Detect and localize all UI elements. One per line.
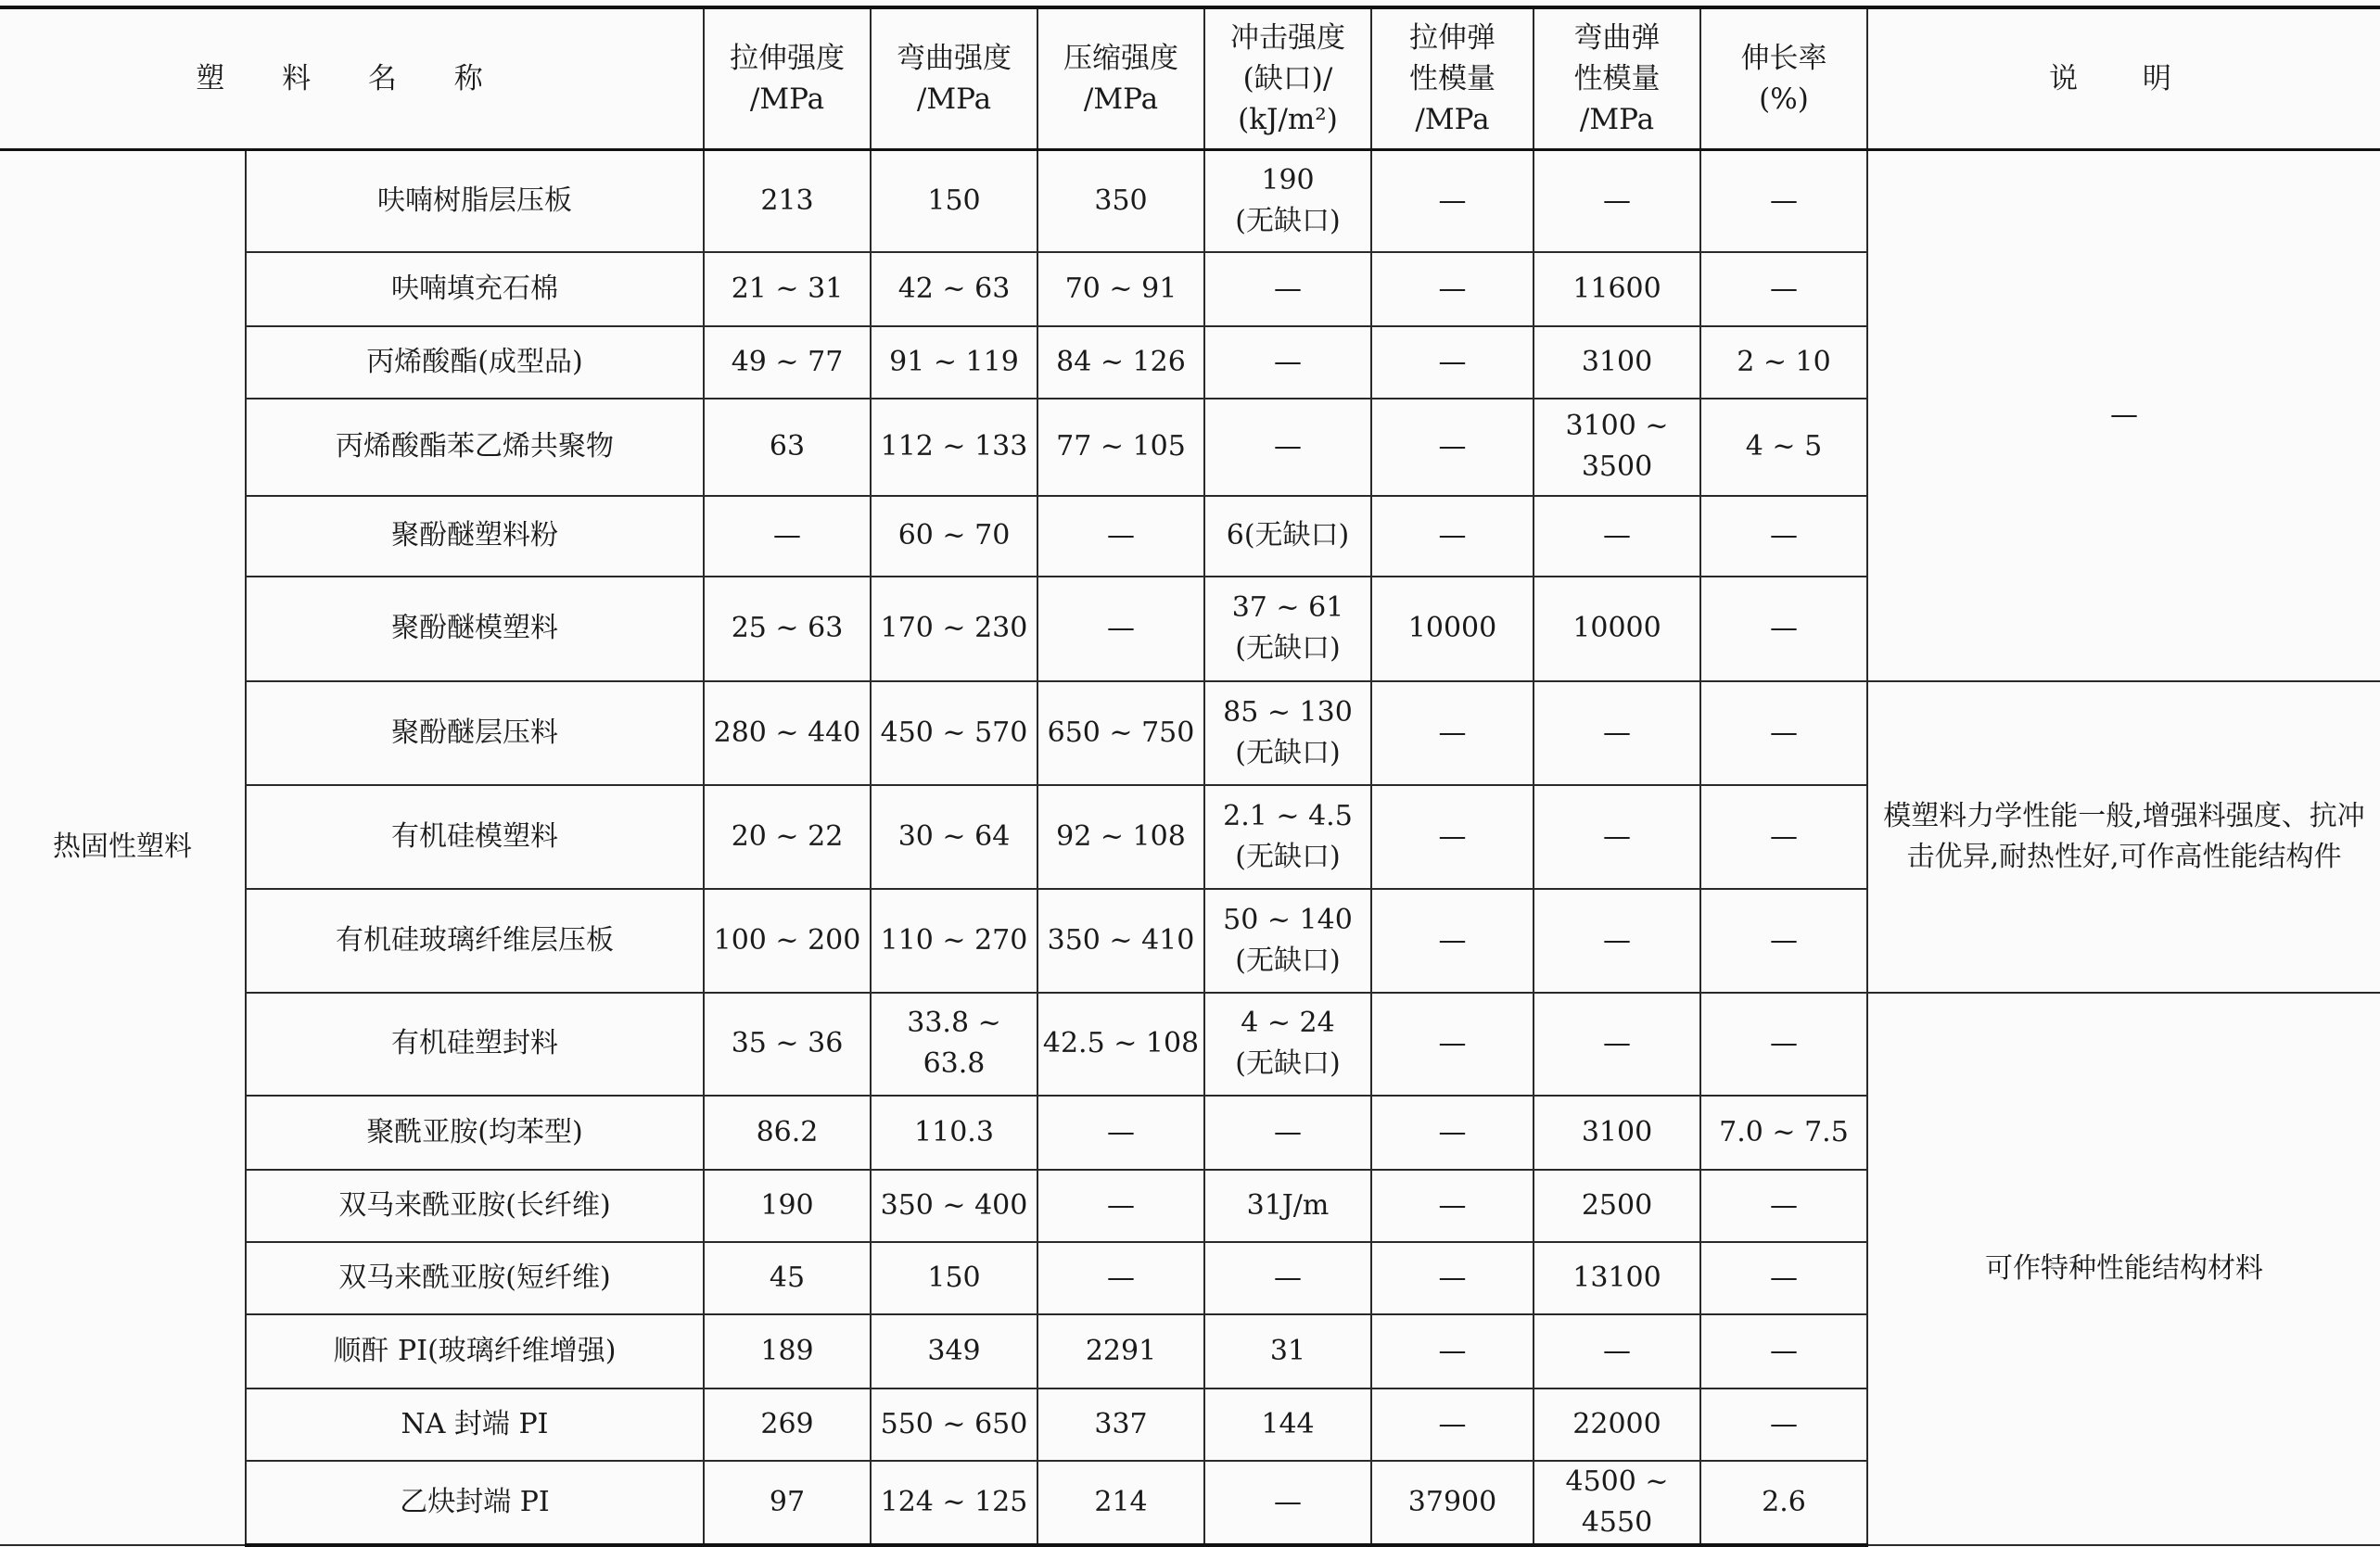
tensile-modulus-cell: — xyxy=(1371,399,1534,496)
compressive-strength-cell: 42.5 ~ 108 xyxy=(1037,993,1204,1096)
elongation-cell: 2 ~ 10 xyxy=(1700,326,1867,399)
note-cell: — xyxy=(1867,150,2380,681)
tensile-modulus-cell: 10000 xyxy=(1371,577,1534,681)
compressive-strength-cell: — xyxy=(1037,1096,1204,1170)
impact-strength-cell: 6(无缺口) xyxy=(1204,496,1371,577)
flexural-strength-cell: 33.8 ~ 63.8 xyxy=(871,993,1037,1096)
elongation-cell: — xyxy=(1700,1314,1867,1388)
elongation-cell: — xyxy=(1700,1242,1867,1314)
tensile-modulus-cell: — xyxy=(1371,150,1534,252)
impact-strength-cell: 85 ~ 130 (无缺口) xyxy=(1204,681,1371,785)
compressive-strength-cell: 2291 xyxy=(1037,1314,1204,1388)
flexural-strength-cell: 91 ~ 119 xyxy=(871,326,1037,399)
tensile-modulus-cell: — xyxy=(1371,1096,1534,1170)
tensile-strength-cell: 280 ~ 440 xyxy=(704,681,871,785)
elongation-cell: — xyxy=(1700,785,1867,889)
header-tensile-strength: 拉伸强度 /MPa xyxy=(704,7,871,150)
flexural-strength-cell: 150 xyxy=(871,1242,1037,1314)
flexural-strength-cell: 110 ~ 270 xyxy=(871,889,1037,993)
table-row xyxy=(0,993,2380,1096)
tensile-modulus-cell: — xyxy=(1371,326,1534,399)
tensile-strength-cell: 45 xyxy=(704,1242,871,1314)
elongation-cell: — xyxy=(1700,1170,1867,1242)
compressive-strength-cell: 350 xyxy=(1037,150,1204,252)
header-elongation: 伸长率 (%) xyxy=(1700,7,1867,150)
elongation-cell: — xyxy=(1700,496,1867,577)
tensile-strength-cell: 35 ~ 36 xyxy=(704,993,871,1096)
tensile-modulus-cell: 37900 xyxy=(1371,1461,1534,1545)
flexural-modulus-cell: — xyxy=(1534,150,1700,252)
flexural-strength-cell: 170 ~ 230 xyxy=(871,577,1037,681)
impact-strength-cell: 144 xyxy=(1204,1388,1371,1461)
impact-strength-cell: 31J/m xyxy=(1204,1170,1371,1242)
flexural-strength-cell: 550 ~ 650 xyxy=(871,1388,1037,1461)
material-name: 有机硅玻璃纤维层压板 xyxy=(246,889,704,993)
impact-strength-cell: — xyxy=(1204,1242,1371,1314)
elongation-cell: — xyxy=(1700,681,1867,785)
flexural-strength-cell: 110.3 xyxy=(871,1096,1037,1170)
flexural-strength-cell: 350 ~ 400 xyxy=(871,1170,1037,1242)
compressive-strength-cell: 350 ~ 410 xyxy=(1037,889,1204,993)
flexural-strength-cell: 112 ~ 133 xyxy=(871,399,1037,496)
flexural-modulus-cell: — xyxy=(1534,681,1700,785)
tensile-strength-cell: 49 ~ 77 xyxy=(704,326,871,399)
table-row xyxy=(0,681,2380,785)
compressive-strength-cell: — xyxy=(1037,496,1204,577)
header-row xyxy=(0,7,2380,150)
elongation-cell: 2.6 xyxy=(1700,1461,1867,1545)
material-name: 呋喃树脂层压板 xyxy=(246,150,704,252)
elongation-cell: — xyxy=(1700,577,1867,681)
material-name: 丙烯酸酯苯乙烯共聚物 xyxy=(246,399,704,496)
table-row xyxy=(0,150,2380,252)
tensile-modulus-cell: — xyxy=(1371,1170,1534,1242)
tensile-modulus-cell: — xyxy=(1371,785,1534,889)
flexural-modulus-cell: 3100 ~ 3500 xyxy=(1534,399,1700,496)
flexural-modulus-cell: 3100 xyxy=(1534,326,1700,399)
compressive-strength-cell: 650 ~ 750 xyxy=(1037,681,1204,785)
material-name: 聚酚醚塑料粉 xyxy=(246,496,704,577)
header-name: 塑 料 名 称 xyxy=(0,7,704,150)
flexural-strength-cell: 450 ~ 570 xyxy=(871,681,1037,785)
impact-strength-cell: — xyxy=(1204,1096,1371,1170)
elongation-cell: — xyxy=(1700,993,1867,1096)
impact-strength-cell: 190 (无缺口) xyxy=(1204,150,1371,252)
material-name: 丙烯酸酯(成型品) xyxy=(246,326,704,399)
material-name: 聚酰亚胺(均苯型) xyxy=(246,1096,704,1170)
tensile-strength-cell: 25 ~ 63 xyxy=(704,577,871,681)
compressive-strength-cell: 70 ~ 91 xyxy=(1037,252,1204,326)
plastics-properties-table xyxy=(0,6,2380,1547)
tensile-modulus-cell: — xyxy=(1371,1314,1534,1388)
compressive-strength-cell: 77 ~ 105 xyxy=(1037,399,1204,496)
flexural-strength-cell: 349 xyxy=(871,1314,1037,1388)
compressive-strength-cell: — xyxy=(1037,1170,1204,1242)
compressive-strength-cell: 214 xyxy=(1037,1461,1204,1545)
impact-strength-cell: 50 ~ 140 (无缺口) xyxy=(1204,889,1371,993)
flexural-modulus-cell: 13100 xyxy=(1534,1242,1700,1314)
flexural-modulus-cell: 11600 xyxy=(1534,252,1700,326)
compressive-strength-cell: 337 xyxy=(1037,1388,1204,1461)
flexural-strength-cell: 124 ~ 125 xyxy=(871,1461,1037,1545)
flexural-strength-cell: 42 ~ 63 xyxy=(871,252,1037,326)
material-name: 聚酚醚层压料 xyxy=(246,681,704,785)
header-compressive-strength: 压缩强度 /MPa xyxy=(1037,7,1204,150)
tensile-strength-cell: 190 xyxy=(704,1170,871,1242)
material-name: 聚酚醚模塑料 xyxy=(246,577,704,681)
flexural-modulus-cell: 3100 xyxy=(1534,1096,1700,1170)
header-impact-strength: 冲击强度 (缺口)/ (kJ/m²) xyxy=(1204,7,1371,150)
elongation-cell: 7.0 ~ 7.5 xyxy=(1700,1096,1867,1170)
tensile-strength-cell: 100 ~ 200 xyxy=(704,889,871,993)
elongation-cell: — xyxy=(1700,252,1867,326)
flexural-modulus-cell: 4500 ~ 4550 xyxy=(1534,1461,1700,1545)
material-name: 双马来酰亚胺(短纤维) xyxy=(246,1242,704,1314)
impact-strength-cell: — xyxy=(1204,399,1371,496)
material-name: 有机硅模塑料 xyxy=(246,785,704,889)
impact-strength-cell: — xyxy=(1204,1461,1371,1545)
elongation-cell: 4 ~ 5 xyxy=(1700,399,1867,496)
flexural-modulus-cell: 22000 xyxy=(1534,1388,1700,1461)
category-cell: 热固性塑料 xyxy=(0,150,246,1545)
impact-strength-cell: 31 xyxy=(1204,1314,1371,1388)
compressive-strength-cell: — xyxy=(1037,1242,1204,1314)
flexural-modulus-cell: 10000 xyxy=(1534,577,1700,681)
note-cell: 模塑料力学性能一般,增强料强度、抗冲击优异,耐热性好,可作高性能结构件 xyxy=(1867,681,2380,993)
compressive-strength-cell: 84 ~ 126 xyxy=(1037,326,1204,399)
material-name: 顺酐 PI(玻璃纤维增强) xyxy=(246,1314,704,1388)
tensile-modulus-cell: — xyxy=(1371,889,1534,993)
compressive-strength-cell: 92 ~ 108 xyxy=(1037,785,1204,889)
tensile-strength-cell: 86.2 xyxy=(704,1096,871,1170)
flexural-modulus-cell: — xyxy=(1534,889,1700,993)
tensile-strength-cell: 269 xyxy=(704,1388,871,1461)
compressive-strength-cell: — xyxy=(1037,577,1204,681)
impact-strength-cell: — xyxy=(1204,252,1371,326)
material-name: 呋喃填充石棉 xyxy=(246,252,704,326)
tensile-strength-cell: — xyxy=(704,496,871,577)
header-flexural-modulus: 弯曲弹 性模量 /MPa xyxy=(1534,7,1700,150)
tensile-modulus-cell: — xyxy=(1371,252,1534,326)
flexural-strength-cell: 150 xyxy=(871,150,1037,252)
tensile-modulus-cell: — xyxy=(1371,1242,1534,1314)
flexural-modulus-cell: — xyxy=(1534,1314,1700,1388)
note-cell: 可作特种性能结构材料 xyxy=(1867,993,2380,1545)
impact-strength-cell: 37 ~ 61 (无缺口) xyxy=(1204,577,1371,681)
tensile-strength-cell: 20 ~ 22 xyxy=(704,785,871,889)
tensile-modulus-cell: — xyxy=(1371,993,1534,1096)
impact-strength-cell: 4 ~ 24 (无缺口) xyxy=(1204,993,1371,1096)
flexural-modulus-cell: — xyxy=(1534,496,1700,577)
flexural-modulus-cell: 2500 xyxy=(1534,1170,1700,1242)
tensile-strength-cell: 213 xyxy=(704,150,871,252)
elongation-cell: — xyxy=(1700,150,1867,252)
material-name: NA 封端 PI xyxy=(246,1388,704,1461)
tensile-modulus-cell: — xyxy=(1371,496,1534,577)
header-note: 说 明 xyxy=(1867,7,2380,150)
elongation-cell: — xyxy=(1700,889,1867,993)
header-flexural-strength: 弯曲强度 /MPa xyxy=(871,7,1037,150)
header-tensile-modulus: 拉伸弹 性模量 /MPa xyxy=(1371,7,1534,150)
material-name: 乙炔封端 PI xyxy=(246,1461,704,1545)
material-name: 双马来酰亚胺(长纤维) xyxy=(246,1170,704,1242)
tensile-modulus-cell: — xyxy=(1371,681,1534,785)
elongation-cell: — xyxy=(1700,1388,1867,1461)
tensile-modulus-cell: — xyxy=(1371,1388,1534,1461)
material-name: 有机硅塑封料 xyxy=(246,993,704,1096)
flexural-modulus-cell: — xyxy=(1534,785,1700,889)
tensile-strength-cell: 63 xyxy=(704,399,871,496)
impact-strength-cell: 2.1 ~ 4.5 (无缺口) xyxy=(1204,785,1371,889)
flexural-strength-cell: 60 ~ 70 xyxy=(871,496,1037,577)
tensile-strength-cell: 189 xyxy=(704,1314,871,1388)
impact-strength-cell: — xyxy=(1204,326,1371,399)
tensile-strength-cell: 97 xyxy=(704,1461,871,1545)
flexural-modulus-cell: — xyxy=(1534,993,1700,1096)
flexural-strength-cell: 30 ~ 64 xyxy=(871,785,1037,889)
tensile-strength-cell: 21 ~ 31 xyxy=(704,252,871,326)
